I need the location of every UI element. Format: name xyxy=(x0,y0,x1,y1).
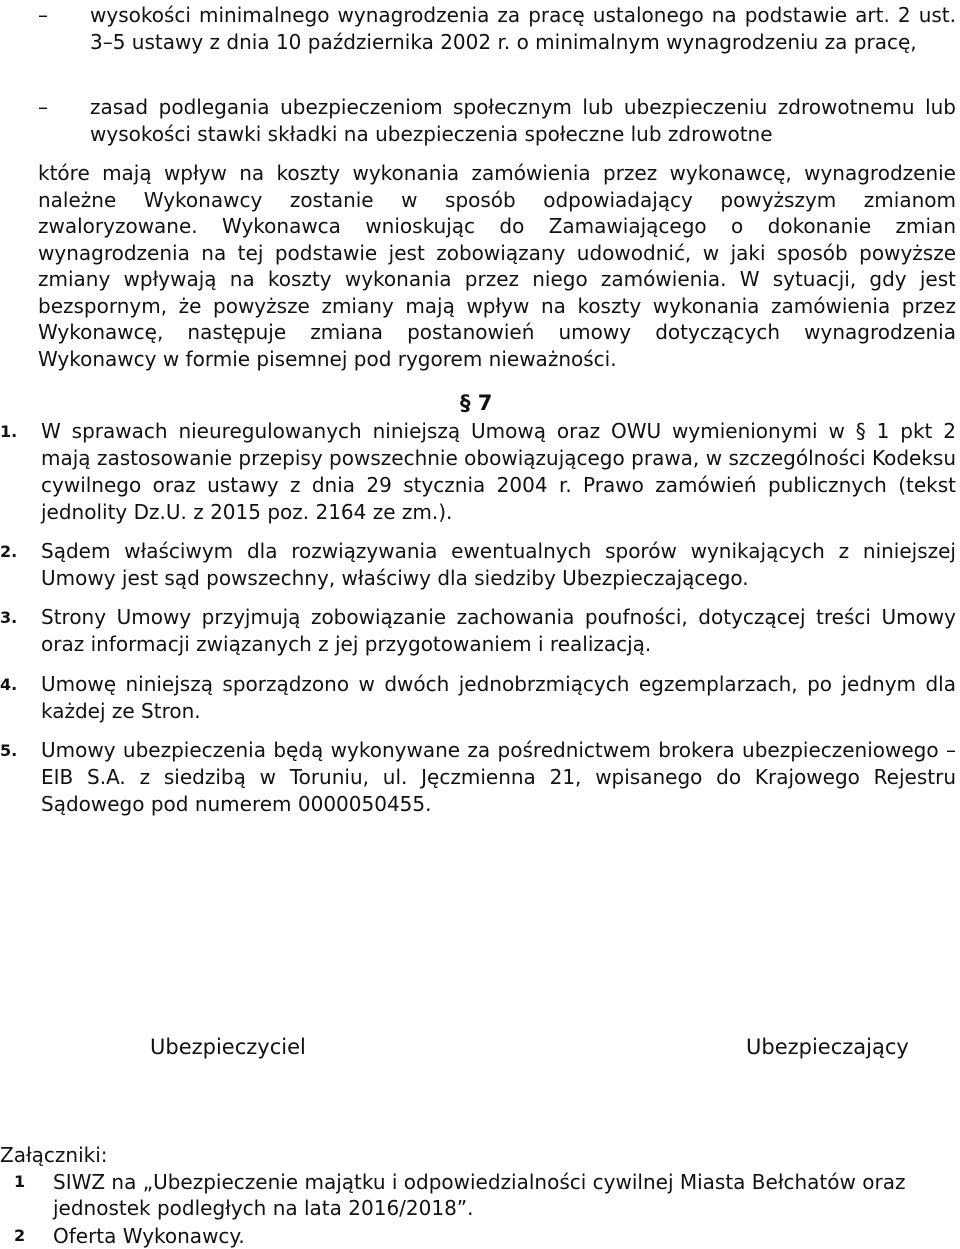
item-text: Umowy ubezpieczenia będą wykonywane za pośrednictwem brokera ubezpieczeniowego – EIB S.A. z siedzibą w Toruniu, ul. Jęczmienna 21, wpisanego do Krajowego Rejestru Sądowego pod numerem 0000050455. xyxy=(41,738,956,816)
item-number: 4. xyxy=(0,675,18,694)
signature-policyholder: Ubezpieczający xyxy=(746,1035,909,1059)
attachment-item xyxy=(0,1169,956,1221)
attachment-text: Oferta Wykonawcy. xyxy=(53,1224,245,1248)
attachment-number: 1 xyxy=(14,1172,26,1191)
item-text: Strony Umowy przyjmują zobowiązanie zachowania poufności, dotyczącej treści Umowy oraz informacji związanych z jej przygotowaniem i realizacją. xyxy=(41,605,956,656)
dash-marker: – xyxy=(38,3,48,27)
item-number: 2. xyxy=(0,542,18,561)
main-paragraph: które mają wpływ na koszty wykonania zamówienia przez wykonawcę, wynagrodzenie należne Wykonawcy zostanie w sposób odpowiadający powyższym zmianom zwaloryzowane. Wykonawca wnioskując do Zamawiającego o dokonanie zmian wynagrodzenia na tej podstawie jest zobowiązany udowodnić, w jaki sposób powyższe zmiany wpływają na koszty wykonania przez niego zamówienia. W sytuacji, gdy jest bezspornym, że powyższe zmiany mają wpływ na koszty wykonania zamówienia przez Wykonawcę, następuje zmiana postanowień umowy dotyczących wynagrodzenia Wykonawcy w formie pisemnej pod rygorem nieważności. xyxy=(38,161,956,371)
list-item xyxy=(38,2,956,56)
list-item xyxy=(38,94,956,148)
attachments-title: Załączniki: xyxy=(0,1143,108,1167)
list-item-text: zasad podlegania ubezpieczeniom społecznym lub ubezpieczeniu zdrowotnemu lub wysokości stawki składki na ubezpieczenia społeczne lub zdrowotne xyxy=(90,95,956,146)
numbered-item xyxy=(0,671,956,725)
list-item-text: wysokości minimalnego wynagrodzenia za pracę ustalonego na podstawie art. 2 ust. 3–5 ustawy z dnia 10 października 2002 r. o minimalnym wynagrodzeniu za pracę, xyxy=(90,3,956,54)
attachment-number: 2 xyxy=(14,1226,26,1245)
dash-marker: – xyxy=(38,95,48,119)
item-text: W sprawach nieuregulowanych niniejszą Umową oraz OWU wymienionymi w § 1 pkt 2 mają zastosowanie przepisy powszechnie obowiązującego prawa, w szczególności Kodeksu cywilnego oraz ustawy z dnia 29 stycznia 2004 r. Prawo zamówień publicznych (tekst jednolity Dz.U. z 2015 poz. 2164 ze zm.). xyxy=(41,419,956,524)
attachment-text: SIWZ na „Ubezpieczenie majątku i odpowiedzialności cywilnej Miasta Bełchatów oraz jednostek podległych na lata 2016/2018”. xyxy=(53,1170,906,1220)
item-number: 3. xyxy=(0,608,18,627)
numbered-item xyxy=(0,418,956,526)
item-text: Sądem właściwym dla rozwiązywania ewentualnych sporów wynikających z niniejszej Umowy jest sąd powszechny, właściwy dla siedziby Ubezpieczającego. xyxy=(41,539,956,590)
item-number: 1. xyxy=(0,422,18,441)
section-heading: § 7 xyxy=(460,391,493,415)
item-number: 5. xyxy=(0,741,18,760)
item-text: Umowę niniejszą sporządzono w dwóch jednobrzmiących egzemplarzach, po jednym dla każdej ze Stron. xyxy=(41,672,956,723)
numbered-item xyxy=(0,538,956,592)
signature-insurer: Ubezpieczyciel xyxy=(150,1035,306,1059)
numbered-item xyxy=(0,604,956,658)
attachment-item xyxy=(0,1223,956,1249)
numbered-item xyxy=(0,737,956,818)
